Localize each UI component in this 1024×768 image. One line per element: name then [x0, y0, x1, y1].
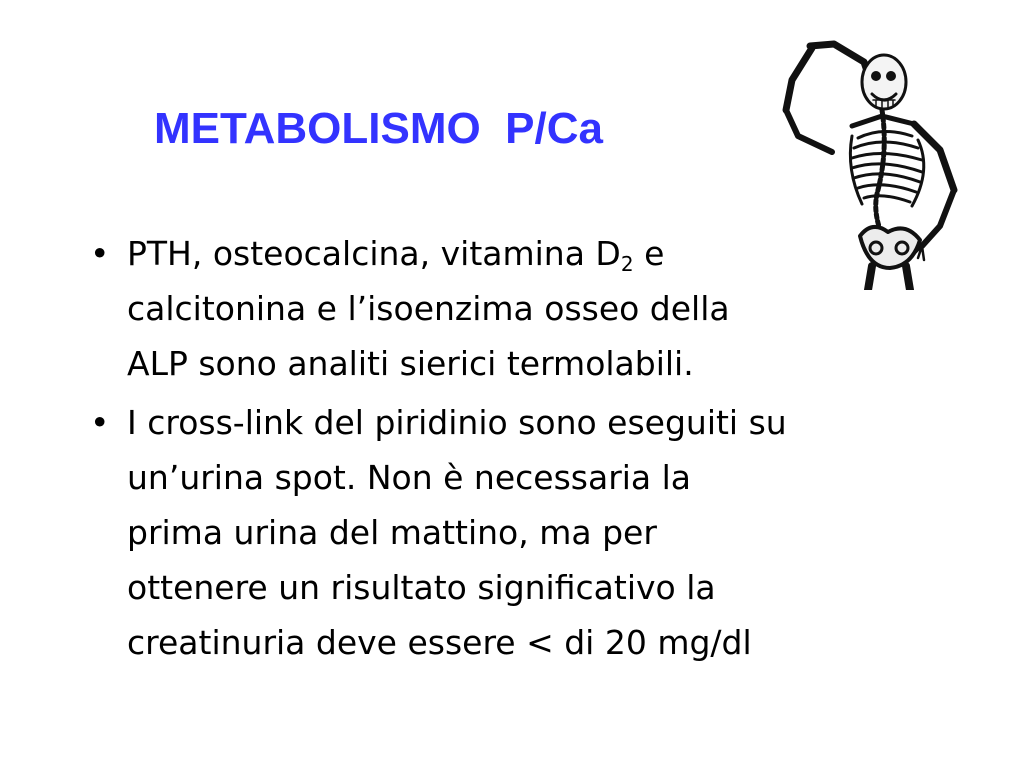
bullet-text: PTH, osteocalcina, vitamina D [127, 234, 621, 273]
bullet-line [127, 226, 920, 281]
bullet-marker: • [90, 234, 110, 273]
bullet-item-1 [90, 226, 920, 391]
bullet-line: prima urina del mattino, ma per [127, 513, 657, 552]
bullet-line: calcitonina e l’isoenzima osseo della [127, 289, 730, 328]
bullet-line: creatinuria deve essere < di 20 mg/dl [127, 623, 752, 662]
bullet-item-2 [90, 395, 920, 670]
bullet-marker: • [90, 403, 110, 442]
bullet-text: e [633, 234, 665, 273]
bullet-line: ottenere un risultato significativo la [127, 568, 716, 607]
subscript: 2 [620, 252, 634, 276]
bullet-list [90, 226, 920, 674]
bullet-line: I cross-link del piridinio sono eseguiti su [127, 403, 787, 442]
slide-title: METABOLISMO P/Ca [154, 104, 603, 153]
bullet-line: un’urina spot. Non è necessaria la [127, 458, 692, 497]
bullet-line: ALP sono analiti sierici termolabili. [127, 344, 694, 383]
